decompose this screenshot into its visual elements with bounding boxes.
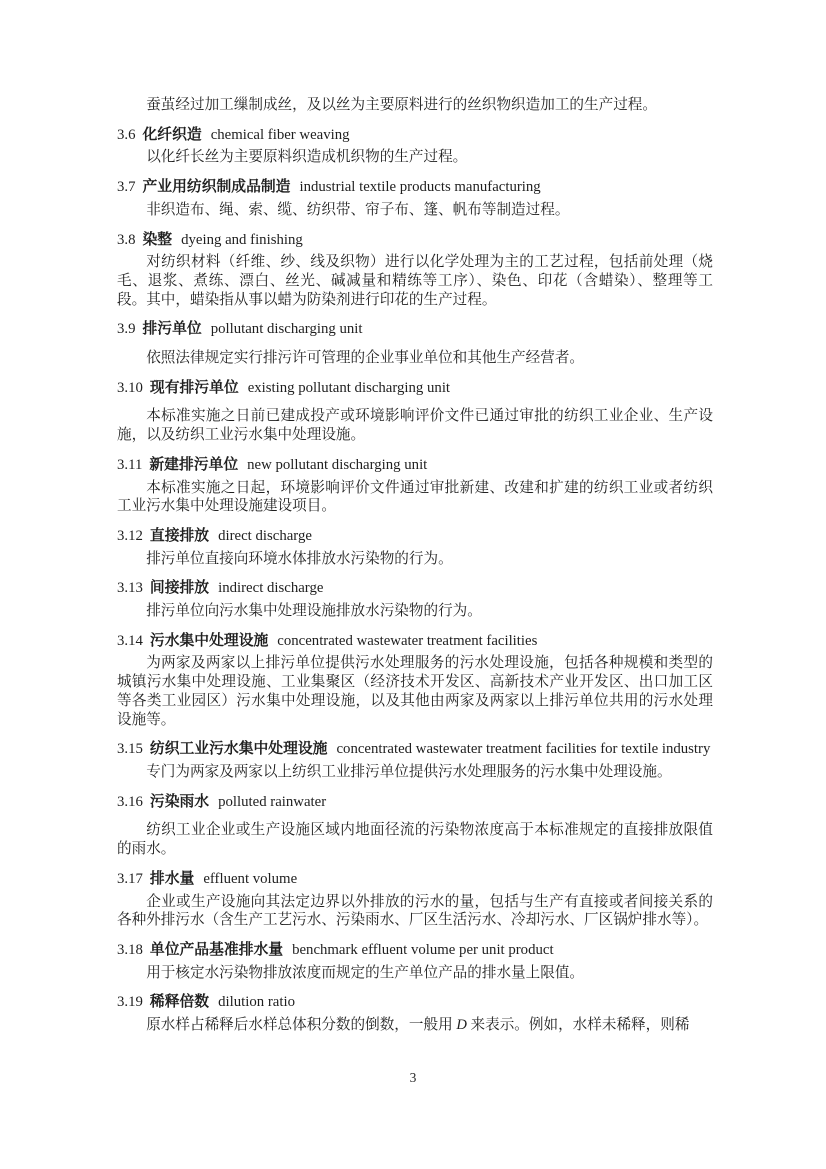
section-heading xyxy=(117,527,713,546)
section-term-en: concentrated wastewater treatment facilities xyxy=(277,632,538,649)
section-3-6 xyxy=(117,126,713,167)
section-term-zh: 直接排放 xyxy=(149,527,210,544)
section-heading xyxy=(117,793,713,812)
section-term-en: chemical fiber weaving xyxy=(210,126,350,143)
section-3-10 xyxy=(117,379,713,445)
section-term-en: new pollutant discharging unit xyxy=(247,456,428,473)
section-body: 专门为两家及两家以上纺织工业排污单位提供污水处理服务的污水集中处理设施。 xyxy=(146,763,672,780)
section-term-en: industrial textile products manufacturing xyxy=(299,179,541,196)
section-term-zh: 排污单位 xyxy=(142,321,202,338)
section-term-zh: 污染雨水 xyxy=(149,793,210,810)
section-3-13 xyxy=(117,579,713,620)
section-term-en: direct discharge xyxy=(218,527,312,544)
section-body: 以化纤长丝为主要原料织造成机织物的生产过程。 xyxy=(146,149,468,166)
section-heading xyxy=(117,740,713,759)
section-body: 对纺织材料（纤维、纱、线及织物）进行以化学处理为主的工艺过程，包括前处理（烧毛、退浆、煮练、漂白、丝光、碱减量和精练等工序）、染色、印花（含蜡染）、整理等工段。其中，蜡染指从事以蜡为防染剂进行印花的生产过程。 xyxy=(117,254,713,308)
section-heading xyxy=(117,178,713,197)
section-3-19 xyxy=(117,993,713,1034)
section-3-18 xyxy=(117,941,713,982)
section-body xyxy=(117,1016,713,1035)
section-body: 用于核定水污染物排放浓度而规定的生产单位产品的排水量上限值。 xyxy=(146,964,585,981)
section-heading xyxy=(117,870,713,889)
section-heading xyxy=(117,231,713,250)
section-number: 3.13 xyxy=(117,580,143,597)
section-heading xyxy=(117,941,713,960)
section-term-zh: 污水集中处理设施 xyxy=(149,632,269,649)
section-term-en: concentrated wastewater treatment facilities for textile industry xyxy=(336,741,711,758)
section-heading xyxy=(117,320,713,339)
section-term-zh: 化纤织造 xyxy=(142,126,202,143)
section-term-zh: 产业用纺织制成品制造 xyxy=(142,179,291,196)
section-number: 3.16 xyxy=(117,793,143,810)
section-number: 3.19 xyxy=(117,994,143,1011)
section-3-12 xyxy=(117,527,713,568)
section-term-en: dilution ratio xyxy=(218,994,295,1011)
section-term-zh: 染整 xyxy=(142,231,173,248)
section-heading xyxy=(117,456,713,475)
section-term-zh: 单位产品基准排水量 xyxy=(149,941,284,958)
section-heading xyxy=(117,632,713,651)
section-3-15 xyxy=(117,740,713,781)
section-number: 3.14 xyxy=(117,632,143,649)
section-body: 依照法律规定实行排污许可管理的企业事业单位和其他生产经营者。 xyxy=(146,350,585,367)
section-number: 3.6 xyxy=(117,126,136,143)
section-body: 为两家及两家以上排污单位提供污水处理服务的污水处理设施，包括各种规模和类型的城镇污水集中处理设施、工业集聚区（经济技术开发区、高新技术产业开发区、出口加工区等各类工业园区）污水集中处理设施，以及其他由两家及两家以上排污单位共用的污水处理设施等。 xyxy=(117,655,713,728)
section-body: 纺织工业企业或生产设施区域内地面径流的污染物浓度高于本标准规定的直接排放限值的雨水。 xyxy=(117,822,713,858)
section-number: 3.10 xyxy=(117,379,143,396)
section-body: 本标准实施之日起，环境影响评价文件通过审批新建、改建和扩建的纺织工业或者纺织工业污水集中处理设施建设项目。 xyxy=(117,479,713,515)
section-3-11 xyxy=(117,456,713,516)
section-heading xyxy=(117,126,713,145)
section-term-en: existing pollutant discharging unit xyxy=(247,379,451,396)
section-number: 3.17 xyxy=(117,870,143,887)
section-heading xyxy=(117,579,713,598)
section-3-8 xyxy=(117,231,713,310)
section-number: 3.18 xyxy=(117,941,143,958)
page-number: 3 xyxy=(409,1070,417,1085)
section-term-zh: 排水量 xyxy=(149,870,195,887)
section-number: 3.7 xyxy=(117,179,136,196)
section-term-zh: 间接排放 xyxy=(149,580,210,597)
body-text: 原水样占稀释后水样总体积分数的倒数，一般用 xyxy=(146,1017,457,1034)
continuation-paragraph: 蚕茧经过加工缫制成丝，及以丝为主要原料进行的丝织物织造加工的生产过程。 xyxy=(146,97,657,113)
section-term-en: polluted rainwater xyxy=(218,793,327,810)
section-number: 3.11 xyxy=(117,456,143,473)
section-3-7 xyxy=(117,178,713,219)
section-heading xyxy=(117,993,713,1012)
section-heading xyxy=(117,379,713,398)
section-term-en: indirect discharge xyxy=(218,580,324,597)
section-body: 企业或生产设施向其法定边界以外排放的污水的量，包括与生产有直接或者间接关系的各种外排污水（含生产工艺污水、污染雨水、厂区生活污水、冷却污水、厂区锅炉排水等）。 xyxy=(117,893,713,929)
section-body: 本标准实施之日前已建成投产或环境影响评价文件已通过审批的纺织工业企业、生产设施，以及纺织工业污水集中处理设施。 xyxy=(117,408,713,444)
section-term-zh: 新建排污单位 xyxy=(149,456,239,473)
section-3-16 xyxy=(117,793,713,859)
page-content xyxy=(117,96,713,1035)
section-term-zh: 纺织工业污水集中处理设施 xyxy=(149,741,328,758)
section-term-zh: 现有排污单位 xyxy=(149,379,239,396)
section-3-14 xyxy=(117,632,713,730)
section-term-zh: 稀释倍数 xyxy=(149,994,210,1011)
section-term-en: dyeing and finishing xyxy=(181,231,303,248)
section-3-9 xyxy=(117,320,713,367)
section-term-en: benchmark effluent volume per unit product xyxy=(292,941,554,958)
section-body: 排污单位向污水集中处理设施排放水污染物的行为。 xyxy=(146,603,482,620)
section-number: 3.8 xyxy=(117,231,136,248)
section-number: 3.9 xyxy=(117,321,136,338)
section-number: 3.12 xyxy=(117,527,143,544)
section-body: 非织造布、绳、索、缆、纺织带、帘子布、篷、帆布等制造过程。 xyxy=(146,201,570,218)
section-number: 3.15 xyxy=(117,741,143,758)
section-body: 排污单位直接向环境水体排放水污染物的行为。 xyxy=(146,550,453,567)
section-term-en: effluent volume xyxy=(203,870,298,887)
section-term-en: pollutant discharging unit xyxy=(210,321,363,338)
section-3-17 xyxy=(117,870,713,930)
body-text: 来表示。例如，水样未稀释，则稀 xyxy=(466,1017,690,1034)
variable-d: D xyxy=(456,1017,467,1034)
